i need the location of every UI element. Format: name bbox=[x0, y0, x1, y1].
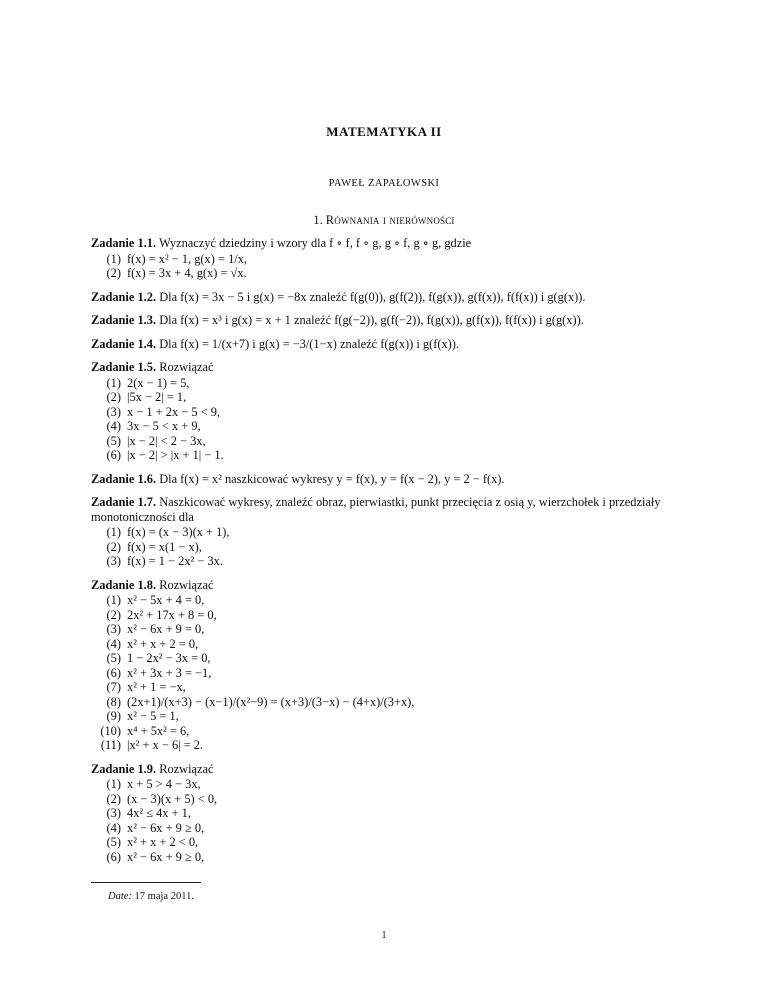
subitem-formula: x² − 6x + 9 ≥ 0, bbox=[127, 849, 205, 864]
subitem-number: (3) bbox=[106, 554, 121, 568]
subitem-list bbox=[91, 376, 681, 463]
subitem-formula: x − 1 + 2x − 5 < 9, bbox=[127, 404, 221, 419]
subitem-formula: (x − 3)(x + 5) < 0, bbox=[127, 791, 218, 806]
subitem bbox=[91, 666, 681, 681]
subitem-number: (1) bbox=[106, 777, 121, 791]
subitem-formula: 2x² + 17x + 8 = 0, bbox=[127, 607, 217, 622]
subitem-number: (3) bbox=[106, 806, 121, 820]
subitem-formula: f(x) = x² − 1, g(x) = 1/x, bbox=[127, 251, 247, 266]
subitem bbox=[91, 792, 681, 807]
subitem-formula: x⁴ + 5x² = 6, bbox=[127, 723, 190, 738]
subitem bbox=[91, 390, 681, 405]
problem-text: Rozwiązać bbox=[159, 761, 214, 776]
subitem bbox=[91, 709, 681, 724]
subitem-formula: |x − 2| > |x + 1| − 1. bbox=[127, 448, 224, 462]
subitem-formula: 1 − 2x² − 3x = 0, bbox=[127, 651, 211, 665]
subitem bbox=[91, 835, 681, 850]
subitem-number: (4) bbox=[106, 419, 121, 433]
subitem-number: (8) bbox=[106, 694, 121, 709]
problem-label: Zadanie 1.3. bbox=[91, 313, 157, 327]
subitem-formula: x + 5 > 4 − 3x, bbox=[127, 777, 201, 791]
subitem bbox=[91, 637, 681, 652]
subitem bbox=[91, 608, 681, 623]
subitem bbox=[91, 850, 681, 865]
problem-block bbox=[91, 360, 681, 463]
subitem bbox=[91, 376, 681, 391]
problem-list bbox=[91, 236, 681, 873]
subitem bbox=[91, 593, 681, 608]
subitem bbox=[91, 651, 681, 666]
problem-text: Wyznaczyć dziedziny i wzory dla f ∘ f, f ∘ g, g ∘ f, g ∘ g, gdzie bbox=[158, 236, 472, 250]
subitem-number: (10) bbox=[100, 723, 121, 738]
problem-text: Dla f(x) = 1/(x+7) i g(x) = −3/(1−x) znaleźć f(g(x)) i g(f(x)). bbox=[159, 336, 460, 351]
problem-text: Rozwiązać bbox=[159, 360, 214, 374]
subitem bbox=[91, 448, 681, 463]
subitem bbox=[91, 525, 681, 540]
page-number: 1 bbox=[381, 930, 387, 941]
subitem-number: (2) bbox=[106, 266, 121, 280]
subitem-formula: x² + x + 2 < 0, bbox=[127, 835, 199, 849]
problem-label: Zadanie 1.5. bbox=[91, 360, 157, 374]
problem-label: Zadanie 1.1. bbox=[91, 236, 157, 250]
subitem-number: (5) bbox=[106, 651, 121, 665]
footnote-date: 17 maja 2011. bbox=[134, 891, 194, 902]
subitem-number: (1) bbox=[106, 251, 121, 266]
footnote-label: Date: bbox=[108, 891, 132, 902]
subitem-formula: f(x) = 1 − 2x² − 3x. bbox=[127, 554, 223, 568]
subitem-formula: |x² + x − 6| = 2. bbox=[127, 738, 204, 752]
problem-block bbox=[91, 337, 681, 352]
subitem-number: (7) bbox=[106, 680, 121, 694]
subitem bbox=[91, 405, 681, 420]
subitem bbox=[91, 680, 681, 695]
section-title: Równania i nierówności bbox=[325, 213, 455, 227]
subitem-number: (5) bbox=[106, 433, 121, 448]
document-author: PAWEŁ ZAPAŁOWSKI bbox=[328, 178, 440, 189]
problem-block bbox=[91, 578, 681, 753]
subitem-number: (5) bbox=[106, 835, 121, 849]
subitem bbox=[91, 540, 681, 555]
subitem-number: (2) bbox=[106, 539, 121, 554]
subitem-number: (1) bbox=[106, 375, 121, 390]
subitem-formula: x² − 6x + 9 = 0, bbox=[127, 622, 205, 636]
subitem-formula: (2x+1)/(x+3) − (x−1)/(x²−9) = (x+3)/(3−x) − (4+x)/(3+x), bbox=[127, 694, 415, 709]
subitem-number: (6) bbox=[106, 665, 121, 680]
problem-block bbox=[91, 313, 681, 328]
subitem-number: (3) bbox=[106, 622, 121, 636]
subitem-formula: 2(x − 1) = 5, bbox=[127, 375, 190, 390]
problem-text: Dla f(x) = 3x − 5 i g(x) = −8x znaleźć f(g(0)), g(f(2)), f(g(x)), g(f(x)), f(f(x)) i g(g(x)). bbox=[159, 289, 586, 304]
problem-block bbox=[91, 236, 681, 281]
subitem bbox=[91, 806, 681, 821]
subitem-number: (1) bbox=[106, 593, 121, 607]
subitem-list bbox=[91, 525, 681, 569]
subitem-formula: x² + x + 2 = 0, bbox=[127, 636, 199, 651]
problem-label: Zadanie 1.2. bbox=[91, 289, 157, 304]
subitem bbox=[91, 434, 681, 449]
footnote bbox=[108, 891, 194, 902]
subitem-formula: f(x) = (x − 3)(x + 1), bbox=[127, 525, 230, 539]
problem-block bbox=[91, 495, 681, 569]
subitem bbox=[91, 821, 681, 836]
problem-label: Zadanie 1.7. bbox=[91, 495, 157, 509]
problem-text: Dla f(x) = x³ i g(x) = x + 1 znaleźć f(g(−2)), g(f(−2)), f(g(x)), g(f(x)), f(f(x)) i g(g(x)). bbox=[159, 313, 584, 327]
problem-block bbox=[91, 472, 681, 487]
subitem-number: (9) bbox=[106, 709, 121, 723]
subitem-formula: 3x − 5 < x + 9, bbox=[127, 419, 201, 433]
subitem-number: (1) bbox=[106, 525, 121, 539]
problem-label: Zadanie 1.9. bbox=[91, 761, 157, 776]
subitem-number: (4) bbox=[106, 820, 121, 835]
problem-label: Zadanie 1.4. bbox=[91, 336, 157, 351]
problem-label: Zadanie 1.8. bbox=[91, 577, 157, 592]
problem-block bbox=[91, 762, 681, 865]
subitem-formula: f(x) = x(1 − x), bbox=[127, 539, 202, 554]
subitem-formula: |5x − 2| = 1, bbox=[127, 390, 187, 404]
subitem bbox=[91, 738, 681, 753]
subitem bbox=[91, 695, 681, 710]
subitem bbox=[91, 554, 681, 569]
subitem-formula: x² − 5 = 1, bbox=[127, 709, 179, 723]
subitem-formula: f(x) = 3x + 4, g(x) = √x. bbox=[127, 266, 247, 280]
subitem-formula: |x − 2| < 2 − 3x, bbox=[127, 433, 206, 448]
subitem-formula: x² − 5x + 4 = 0, bbox=[127, 593, 205, 607]
subitem-number: (4) bbox=[106, 636, 121, 651]
subitem-formula: x² + 1 = −x, bbox=[127, 680, 186, 694]
subitem bbox=[91, 266, 681, 281]
subitem bbox=[91, 622, 681, 637]
subitem-number: (11) bbox=[100, 738, 121, 752]
subitem-list bbox=[91, 593, 681, 753]
subitem-formula: x² + 3x + 3 = −1, bbox=[127, 665, 212, 680]
document-title: MATEMATYKA II bbox=[326, 124, 442, 139]
subitem-list bbox=[91, 252, 681, 281]
problem-label: Zadanie 1.6. bbox=[91, 471, 157, 486]
section-number: 1. bbox=[313, 213, 323, 227]
problem-block bbox=[91, 290, 681, 305]
subitem bbox=[91, 419, 681, 434]
problem-text: Dla f(x) = x² naszkicować wykresy y = f(x), y = f(x − 2), y = 2 − f(x). bbox=[159, 471, 505, 486]
subitem-number: (2) bbox=[106, 390, 121, 404]
subitem-number: (6) bbox=[106, 448, 121, 462]
section-heading bbox=[0, 213, 768, 228]
subitem-number: (3) bbox=[106, 404, 121, 419]
subitem bbox=[91, 724, 681, 739]
subitem-formula: 4x² ≤ 4x + 1, bbox=[127, 806, 191, 820]
subitem-list bbox=[91, 777, 681, 864]
subitem-formula: x² − 6x + 9 ≥ 0, bbox=[127, 820, 205, 835]
footnote-rule bbox=[91, 882, 201, 883]
subitem-number: (6) bbox=[106, 849, 121, 864]
problem-text: Naszkicować wykresy, znaleźć obraz, pierwiastki, punkt przecięcia z osią y, wierzchołek i przedziały monotoniczności dla bbox=[91, 495, 661, 524]
subitem-number: (2) bbox=[106, 607, 121, 622]
subitem bbox=[91, 777, 681, 792]
subitem-number: (2) bbox=[106, 791, 121, 806]
problem-text: Rozwiązać bbox=[159, 577, 214, 592]
subitem bbox=[91, 252, 681, 267]
